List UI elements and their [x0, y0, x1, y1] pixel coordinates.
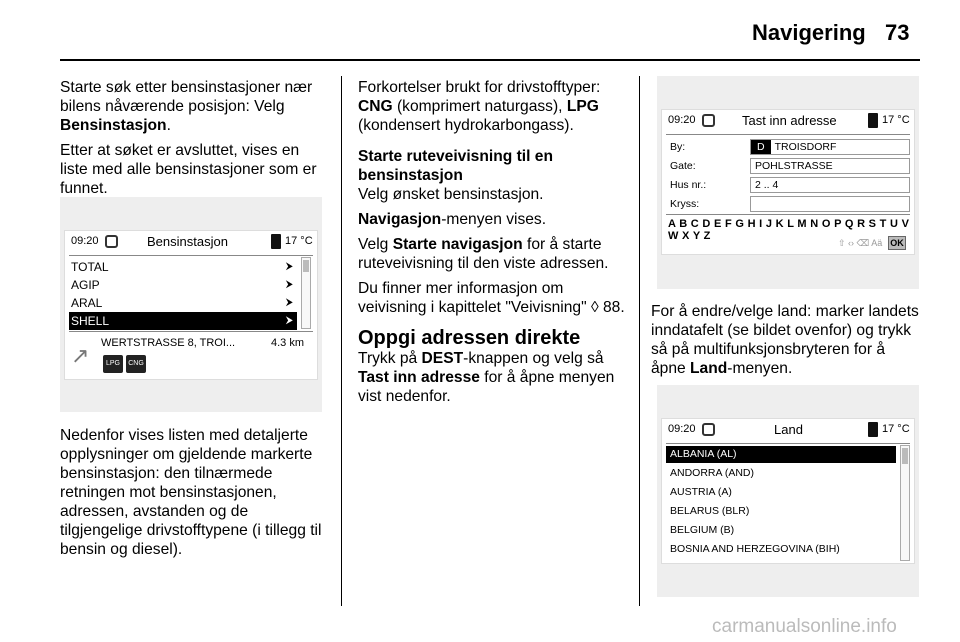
left-paragraph-3: Nedenfor vises listen med detaljerte opplysninger om gjeldende markerte bensinstasjon: den tilnærmede retningen mot bensinstasjonen, adressen, avstanden og de tilgjengelige drivstofftypene (i tillegg til bensin og diesel). — [60, 427, 322, 558]
temperature: 17 °C — [882, 423, 910, 435]
address-field-input[interactable] — [750, 196, 910, 212]
clock-time: 09:20 — [71, 235, 99, 247]
country-list-item[interactable]: BELGIUM (B) — [670, 524, 735, 536]
ok-button[interactable]: OK — [888, 236, 906, 250]
station-list-item[interactable] — [69, 258, 297, 276]
country-list-item[interactable]: BOSNIA AND HERZEGOVINA (BIH) — [670, 543, 840, 555]
column-divider-right — [639, 76, 640, 606]
text-run: -menyen. — [727, 360, 793, 377]
station-address: WERTSTRASSE 8, TROI... — [101, 337, 236, 349]
station-name: SHELL — [71, 314, 110, 328]
text-run: (kondensert hydrokarbongass). — [358, 117, 574, 134]
clock-icon — [105, 235, 118, 248]
scrollbar-thumb[interactable] — [303, 260, 309, 272]
left-column-lower — [60, 426, 330, 565]
phone-icon — [868, 422, 878, 437]
clock-icon — [702, 114, 715, 127]
bold-text: Bensinstasjon — [60, 117, 167, 134]
mid-paragraph-5: Du finner mer informasjon om veivisning i kapittelet "Veivisning" ◊ 88. — [358, 280, 625, 316]
text-run: for å åpne menyen vist nedenfor. — [358, 369, 615, 405]
screen-bensinstasjon — [64, 230, 318, 380]
mid-paragraph-6 — [358, 349, 628, 406]
text-run: Velg — [358, 236, 393, 253]
address-field-value: TROISDORF — [774, 141, 837, 153]
edit-keys[interactable]: ⇧ ‹› ⌫ Aä — [838, 238, 883, 248]
figure-land — [657, 385, 919, 597]
screen-status-bar — [65, 231, 317, 253]
column-divider-left — [341, 76, 342, 606]
station-list-item[interactable] — [69, 294, 297, 312]
watermark: carmanualsonline.info — [712, 616, 897, 637]
station-distance: 4.3 km — [271, 337, 305, 349]
left-column — [60, 78, 330, 204]
screen-rule — [666, 214, 910, 215]
clock-icon — [702, 423, 715, 436]
station-name: ARAL — [71, 296, 103, 310]
screen-title: Land — [774, 422, 803, 437]
mid-paragraph-3 — [358, 210, 628, 229]
phone-icon — [271, 234, 281, 249]
address-field-input[interactable] — [750, 139, 910, 155]
address-field-label: Gate: — [670, 160, 696, 172]
text-run: -knappen og velg så — [463, 350, 604, 367]
address-field-input[interactable] — [750, 158, 910, 174]
station-list-item[interactable] — [69, 276, 297, 294]
scrollbar-thumb[interactable] — [902, 448, 908, 464]
screen-rule — [69, 331, 313, 332]
screen-land — [661, 418, 915, 564]
page-number: 73 — [885, 20, 910, 45]
bold-text: LPG — [566, 98, 599, 115]
temperature: 17 °C — [882, 114, 910, 126]
scrollbar[interactable] — [900, 445, 910, 561]
address-field-value: POHLSTRASSE — [755, 160, 833, 172]
chevron-right-icon: ⮞ — [285, 261, 293, 272]
screen-title: Bensinstasjon — [147, 234, 228, 249]
text-run: (komprimert naturgass), — [392, 98, 567, 115]
screen-title: Tast inn adresse — [742, 113, 837, 128]
address-field-label: Kryss: — [670, 198, 700, 210]
figure-bensinstasjon — [60, 197, 322, 412]
country-list-item[interactable]: ALBANIA (AL) — [666, 446, 896, 463]
address-field-input[interactable] — [750, 177, 910, 193]
bold-text: DEST — [421, 350, 464, 367]
bold-text: CNG — [358, 98, 393, 115]
screen-status-bar — [662, 419, 914, 441]
text-run: Forkortelser brukt for drivstofftyper: — [358, 79, 601, 96]
screen-rule — [666, 443, 910, 444]
bold-text: Starte navigasjon — [392, 236, 523, 253]
country-code-field[interactable]: D — [751, 140, 771, 154]
country-list-item[interactable]: ANDORRA (AND) — [670, 467, 755, 479]
mid-paragraph-2: Velg ønsket bensinstasjon. — [358, 186, 544, 203]
chevron-right-icon: ⮞ — [285, 315, 293, 326]
station-name: TOTAL — [71, 260, 109, 274]
country-list-item[interactable]: AUSTRIA (A) — [670, 486, 732, 498]
chevron-right-icon: ⮞ — [285, 279, 293, 290]
text-run: -menyen vises. — [441, 211, 547, 228]
text-run: . — [166, 117, 171, 134]
fuel-badge-cng: CNG — [126, 355, 146, 373]
address-field-label: Hus nr.: — [670, 179, 707, 191]
address-field-label: By: — [670, 141, 686, 153]
phone-icon — [868, 113, 878, 128]
right-column — [651, 302, 923, 384]
right-paragraph-1 — [651, 302, 923, 378]
text-run: Trykk på — [358, 350, 422, 367]
fuel-badge-lpg: LPG — [103, 355, 123, 373]
header-rule — [60, 59, 920, 61]
address-field-value: 2 .. 4 — [755, 179, 779, 191]
left-paragraph-1 — [60, 78, 330, 135]
bold-text: Navigasjon — [358, 211, 442, 228]
station-list-item[interactable] — [69, 312, 297, 330]
text-run: For å endre/velge land: marker landets inndatafelt (se bildet ovenfor) og trykk så på multifunksjonsbryteren for å åpne — [651, 303, 919, 377]
left-paragraph-2: Etter at søket er avsluttet, vises en liste med alle bensinstasjoner som er funnet. — [60, 142, 317, 197]
page-title: Navigering — [752, 20, 866, 45]
mid-subheading: Starte ruteveivisning til en bensinstasjon — [358, 148, 553, 184]
figure-tast-inn-adresse — [657, 76, 919, 289]
chevron-right-icon: ⮞ — [285, 297, 293, 308]
clock-time: 09:20 — [668, 423, 696, 435]
text-run: for å starte ruteveivisning til den viste adressen. — [358, 236, 609, 272]
mid-paragraph-4 — [358, 235, 628, 273]
bold-text: Tast inn adresse — [358, 369, 480, 386]
scrollbar[interactable] — [301, 257, 311, 329]
alphabet-row[interactable]: A B C D E F G H I J K L M N O P Q R S T U V W X Y Z — [668, 218, 910, 242]
screen-rule — [666, 134, 910, 135]
text-run: Starte søk etter bensinstasjoner nær bilens nåværende posisjon: Velg — [60, 79, 313, 115]
screen-status-bar — [662, 110, 914, 132]
mid-heading: Oppgi adressen direkte — [358, 327, 581, 349]
country-list-item[interactable]: BELARUS (BLR) — [670, 505, 750, 517]
bold-text: Land — [690, 360, 728, 377]
mid-paragraph-1 — [358, 78, 628, 135]
direction-arrow-icon: ↗ — [71, 343, 90, 368]
station-name: AGIP — [71, 278, 100, 292]
temperature: 17 °C — [285, 235, 313, 247]
middle-column — [358, 78, 628, 412]
clock-time: 09:20 — [668, 114, 696, 126]
screen-rule — [69, 255, 313, 256]
screen-tast-inn-adresse — [661, 109, 915, 255]
